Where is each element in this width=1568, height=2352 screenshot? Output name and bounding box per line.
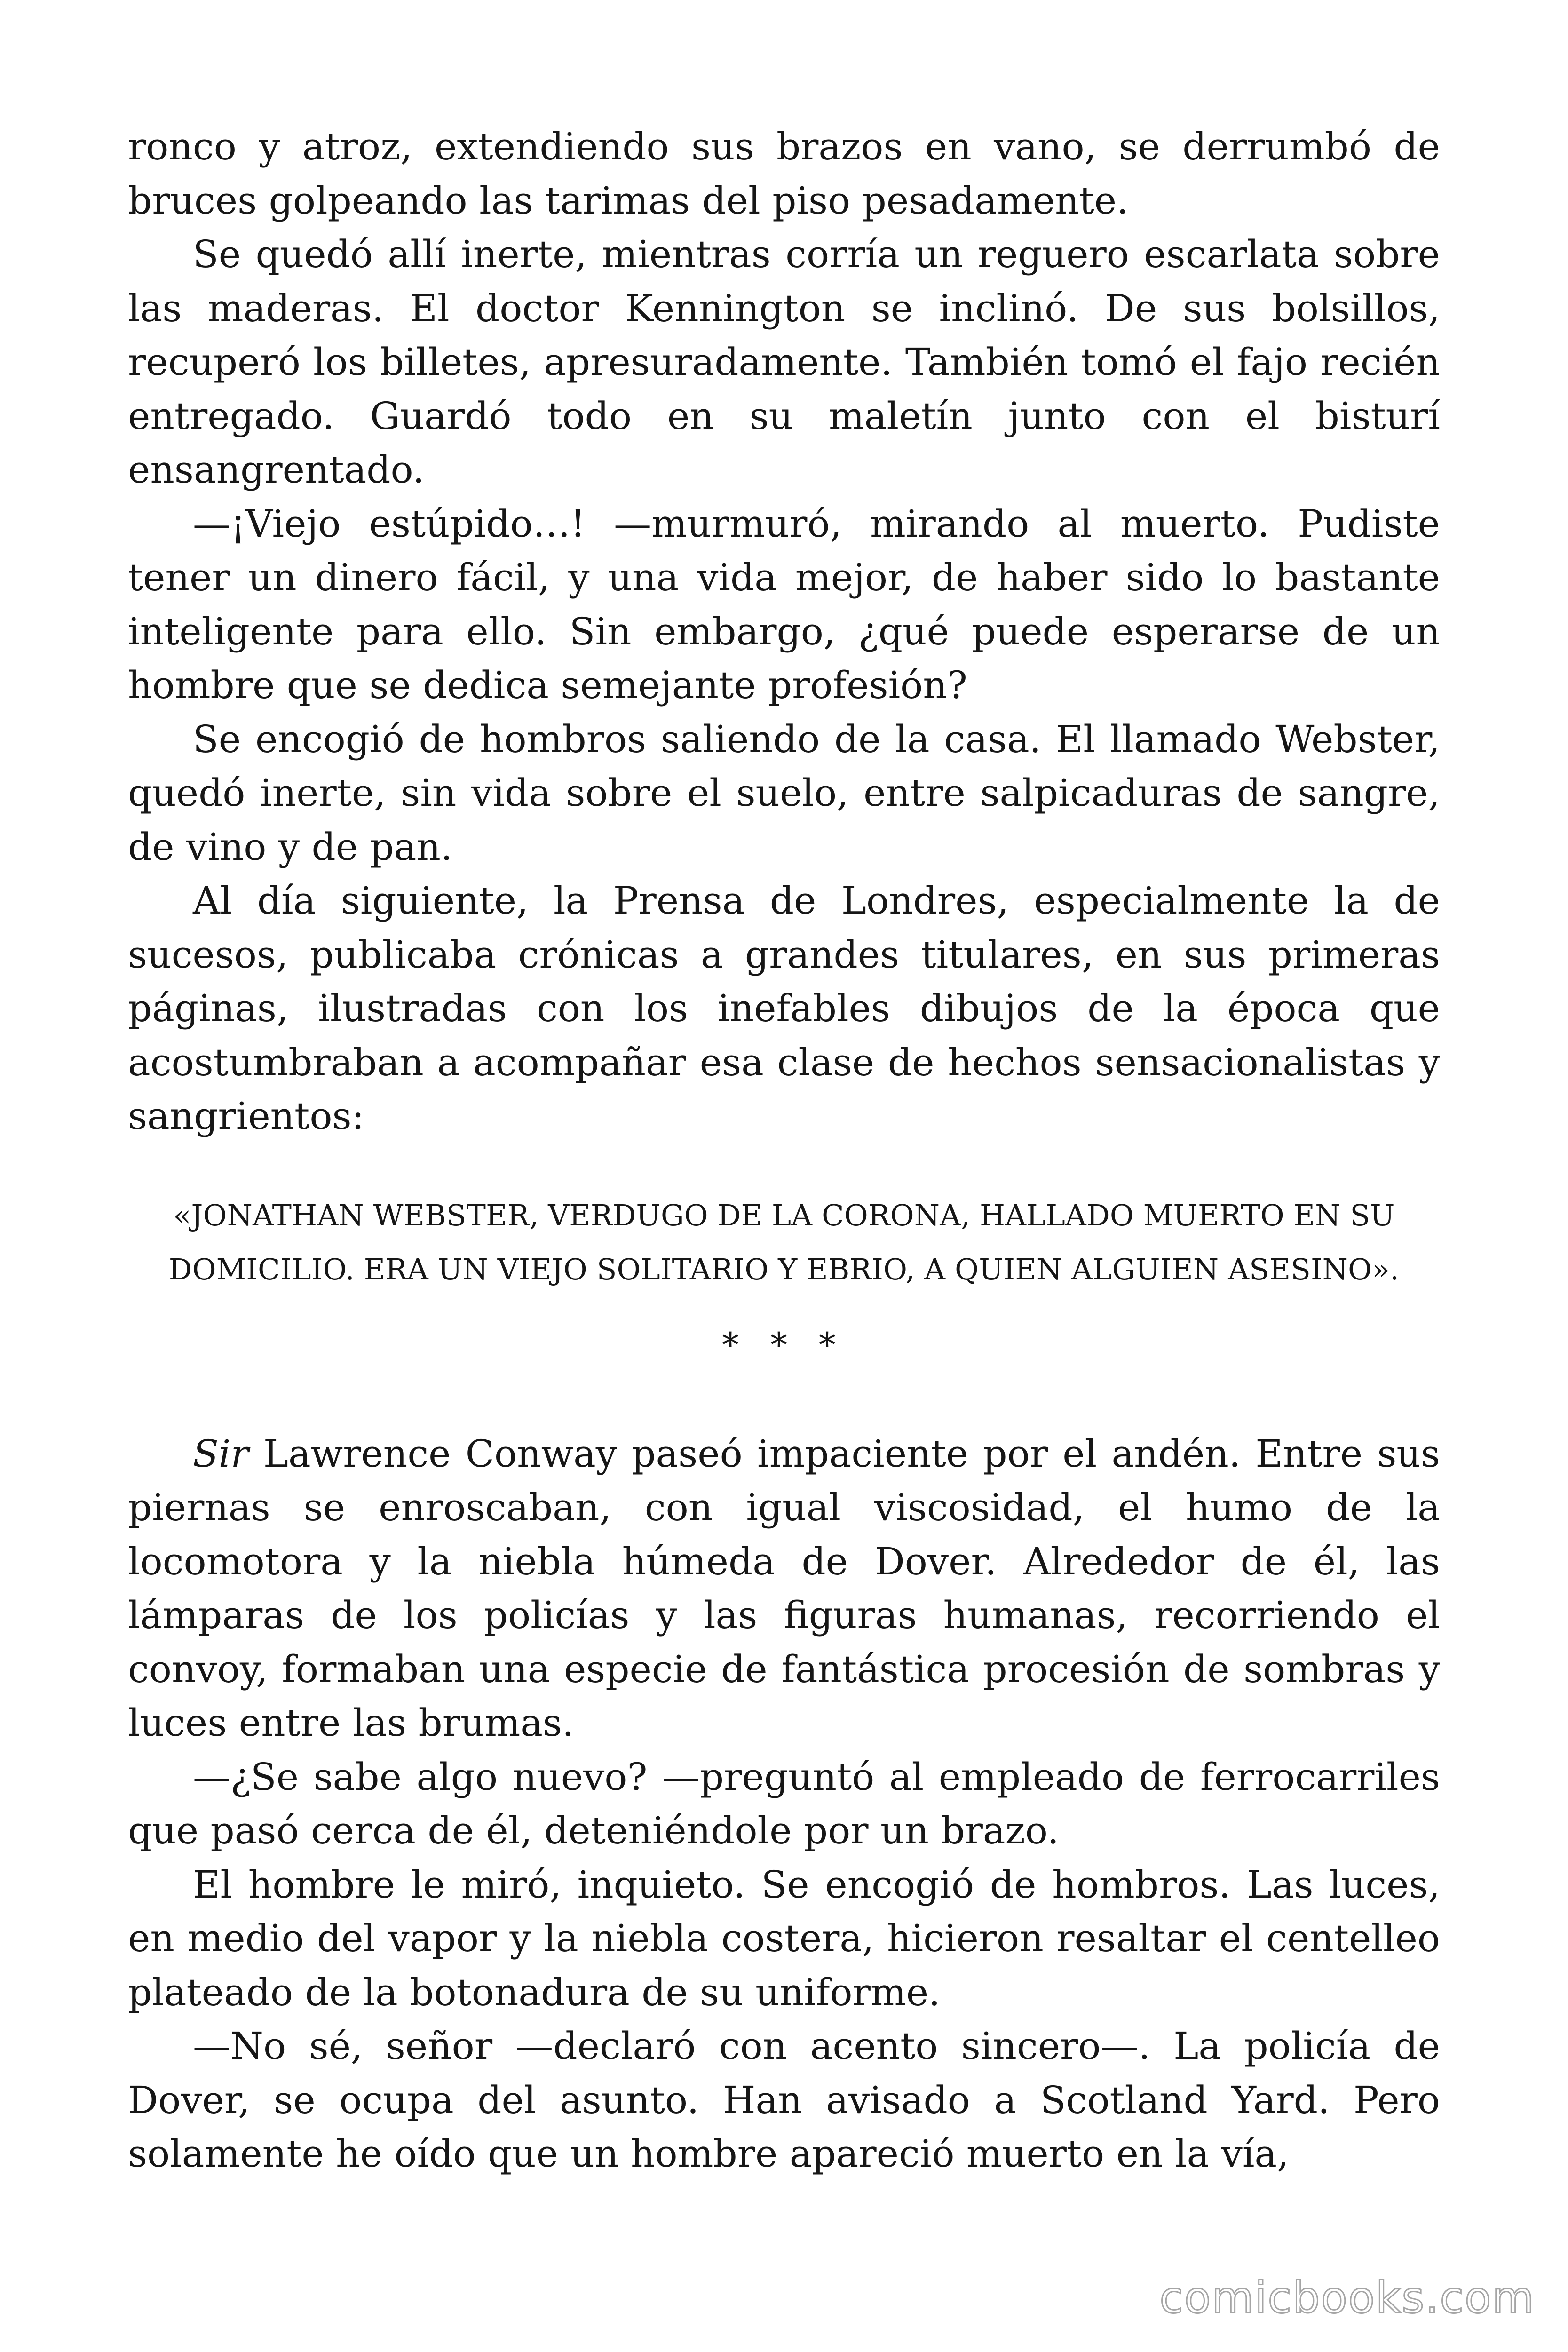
- paragraph-sir-lawrence: [128, 1427, 1440, 1750]
- book-page: [128, 120, 1440, 2181]
- headline-line-2: DOMICILIO. ERA UN VIEJO SOLITARIO Y EBRIO, A QUIEN ALGUIEN ASESINO».: [168, 1252, 1400, 1287]
- paragraph-press: Al día siguiente, la Prensa de Londres, especialmente la de sucesos, publicaba crónicas a grandes titulares, en sus primeras páginas, ilustradas con los inefables dibujos de la época que acostumbraban a acompañar esa clase de hechos sensacionalistas y sangrientos:: [128, 879, 1440, 1138]
- paragraph-dialogue: —¡Viejo estúpido…! —murmuró, mirando al muerto. Pudiste tener un dinero fácil, y una vida mejor, de haber sido lo bastante inteligente para ello. Sin embargo, ¿qué puede esperarse de un hombre que se dedica semejante profesión?: [128, 501, 1440, 707]
- paragraph-reply: —No sé, señor —declaró con acento sincero—. La policía de Dover, se ocupa del asunto. Han avisado a Scotland Yard. Pero solamente he oído que un hombre apareció muerto en la vía,: [128, 2024, 1440, 2176]
- section-separator: * * *: [722, 1325, 846, 1365]
- paragraph-webster: Se encogió de hombros saliendo de la casa. El llamado Webster, quedó inerte, sin vida sobre el suelo, entre salpicaduras de sangre, de vino y de pan.: [128, 717, 1440, 869]
- newspaper-headline: [128, 1188, 1440, 1296]
- paragraph-question: —¿Se sabe algo nuevo? —preguntó al empleado de ferrocarriles que pasó cerca de él, deteniéndole por un brazo.: [128, 1755, 1440, 1852]
- headline-line-1: «JONATHAN WEBSTER, VERDUGO DE LA CORONA, HALLADO MUERTO EN SU: [173, 1198, 1395, 1232]
- paragraph-doctor: Se quedó allí inerte, mientras corría un reguero escarlata sobre las maderas. El doctor Kennington se inclinó. De sus bolsillos, recuperó los billetes, apresuradamente. También tomó el fajo recién entregado. Guardó todo en su maletín junto con el bisturí ensangrentado.: [128, 232, 1440, 492]
- sir-lawrence-text: Lawrence Conway paseó impaciente por el andén. Entre sus piernas se enroscaban, con igual viscosidad, el humo de la locomotora y la niebla húmeda de Dover. Alrededor de él, las lámparas de los policías y las figuras humanas, recorriendo el convoy, formaban una especie de fantástica procesión de sombras y luces entre las brumas.: [128, 1431, 1440, 1745]
- paragraph-man: El hombre le miró, inquieto. Se encogió de hombros. Las luces, en medio del vapor y la niebla costera, hicieron resaltar el centelleo plateado de la botonadura de su uniforme.: [128, 1862, 1440, 2014]
- watermark-logo: comicbooks.com: [1159, 2273, 1535, 2323]
- paragraph-continued: ronco y atroz, extendiendo sus brazos en vano, se derrumbó de bruces golpeando las tarimas del piso pesadamente.: [128, 125, 1440, 222]
- sir-italic: Sir: [193, 1431, 249, 1476]
